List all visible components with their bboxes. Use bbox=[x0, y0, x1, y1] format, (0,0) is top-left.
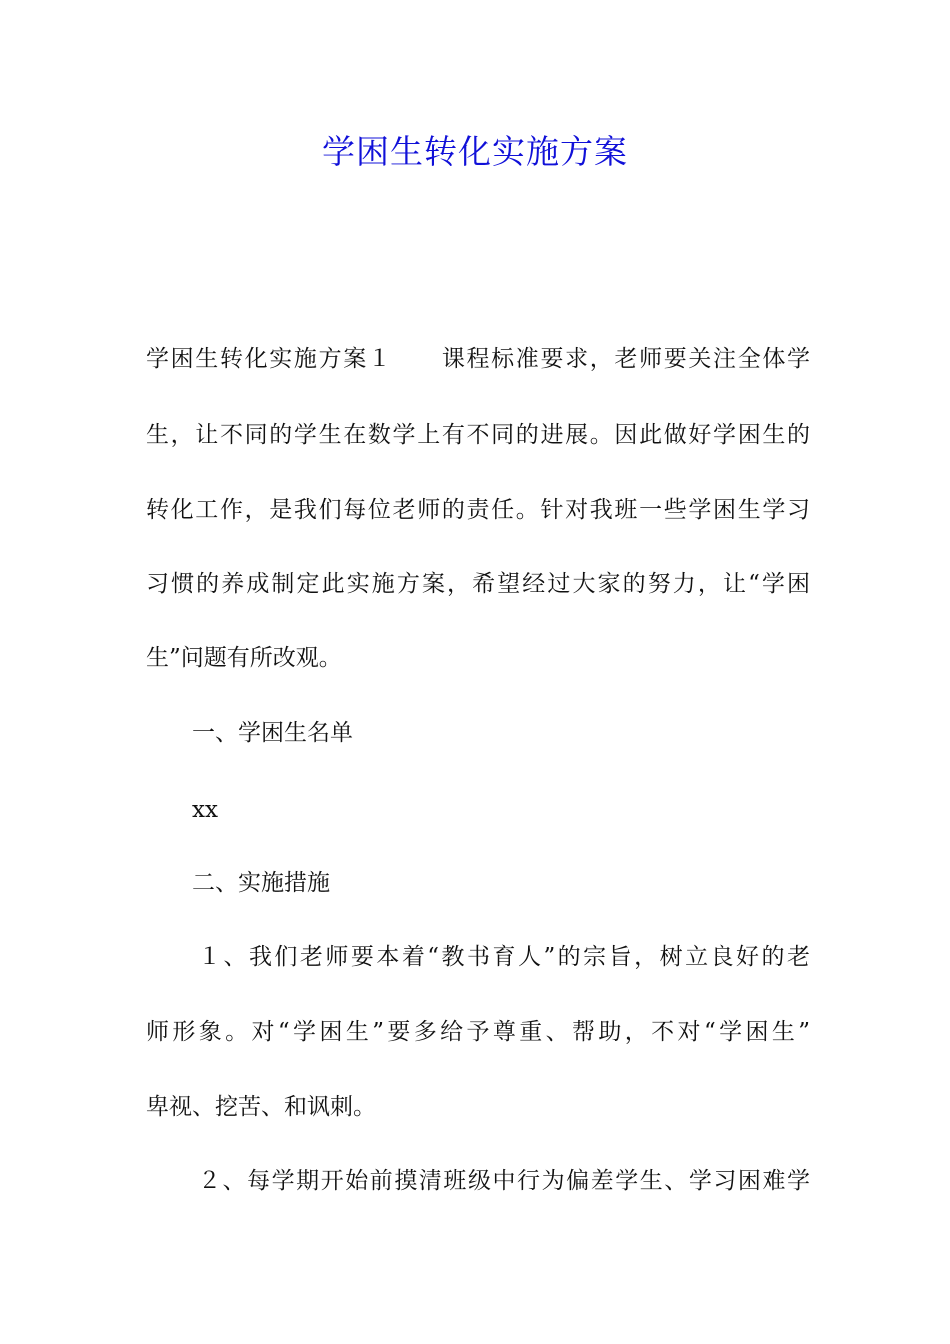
paragraph-line: 转化工作，是我们每位老师的责任。针对我班一些学困生学习 bbox=[146, 497, 810, 523]
section-heading: 一、学困生名单 bbox=[192, 720, 353, 746]
paragraph-line: 生，让不同的学生在数学上有不同的进展。因此做好学困生的 bbox=[146, 422, 810, 448]
student-list-entry: xx bbox=[192, 797, 218, 823]
paragraph-line: 生”问题有所改观。 bbox=[146, 645, 342, 671]
section-heading: 二、实施措施 bbox=[192, 870, 330, 896]
document-title: 学困生转化实施方案 bbox=[322, 132, 628, 171]
paragraph-line: １、我们老师要本着“教书育人”的宗旨，树立良好的老 bbox=[198, 944, 810, 970]
paragraph-line: 卑视、挖苦、和讽刺。 bbox=[146, 1094, 376, 1120]
paragraph-line: 习惯的养成制定此实施方案，希望经过大家的努力，让“学困 bbox=[146, 571, 810, 597]
paragraph-line: 师形象。对“学困生”要多给予尊重、帮助，不对“学困生” bbox=[146, 1019, 810, 1045]
paragraph-line: 学困生转化实施方案１ 课程标准要求，老师要关注全体学 bbox=[146, 346, 810, 372]
paragraph-line: ２、每学期开始前摸清班级中行为偏差学生、学习困难学 bbox=[198, 1168, 810, 1194]
